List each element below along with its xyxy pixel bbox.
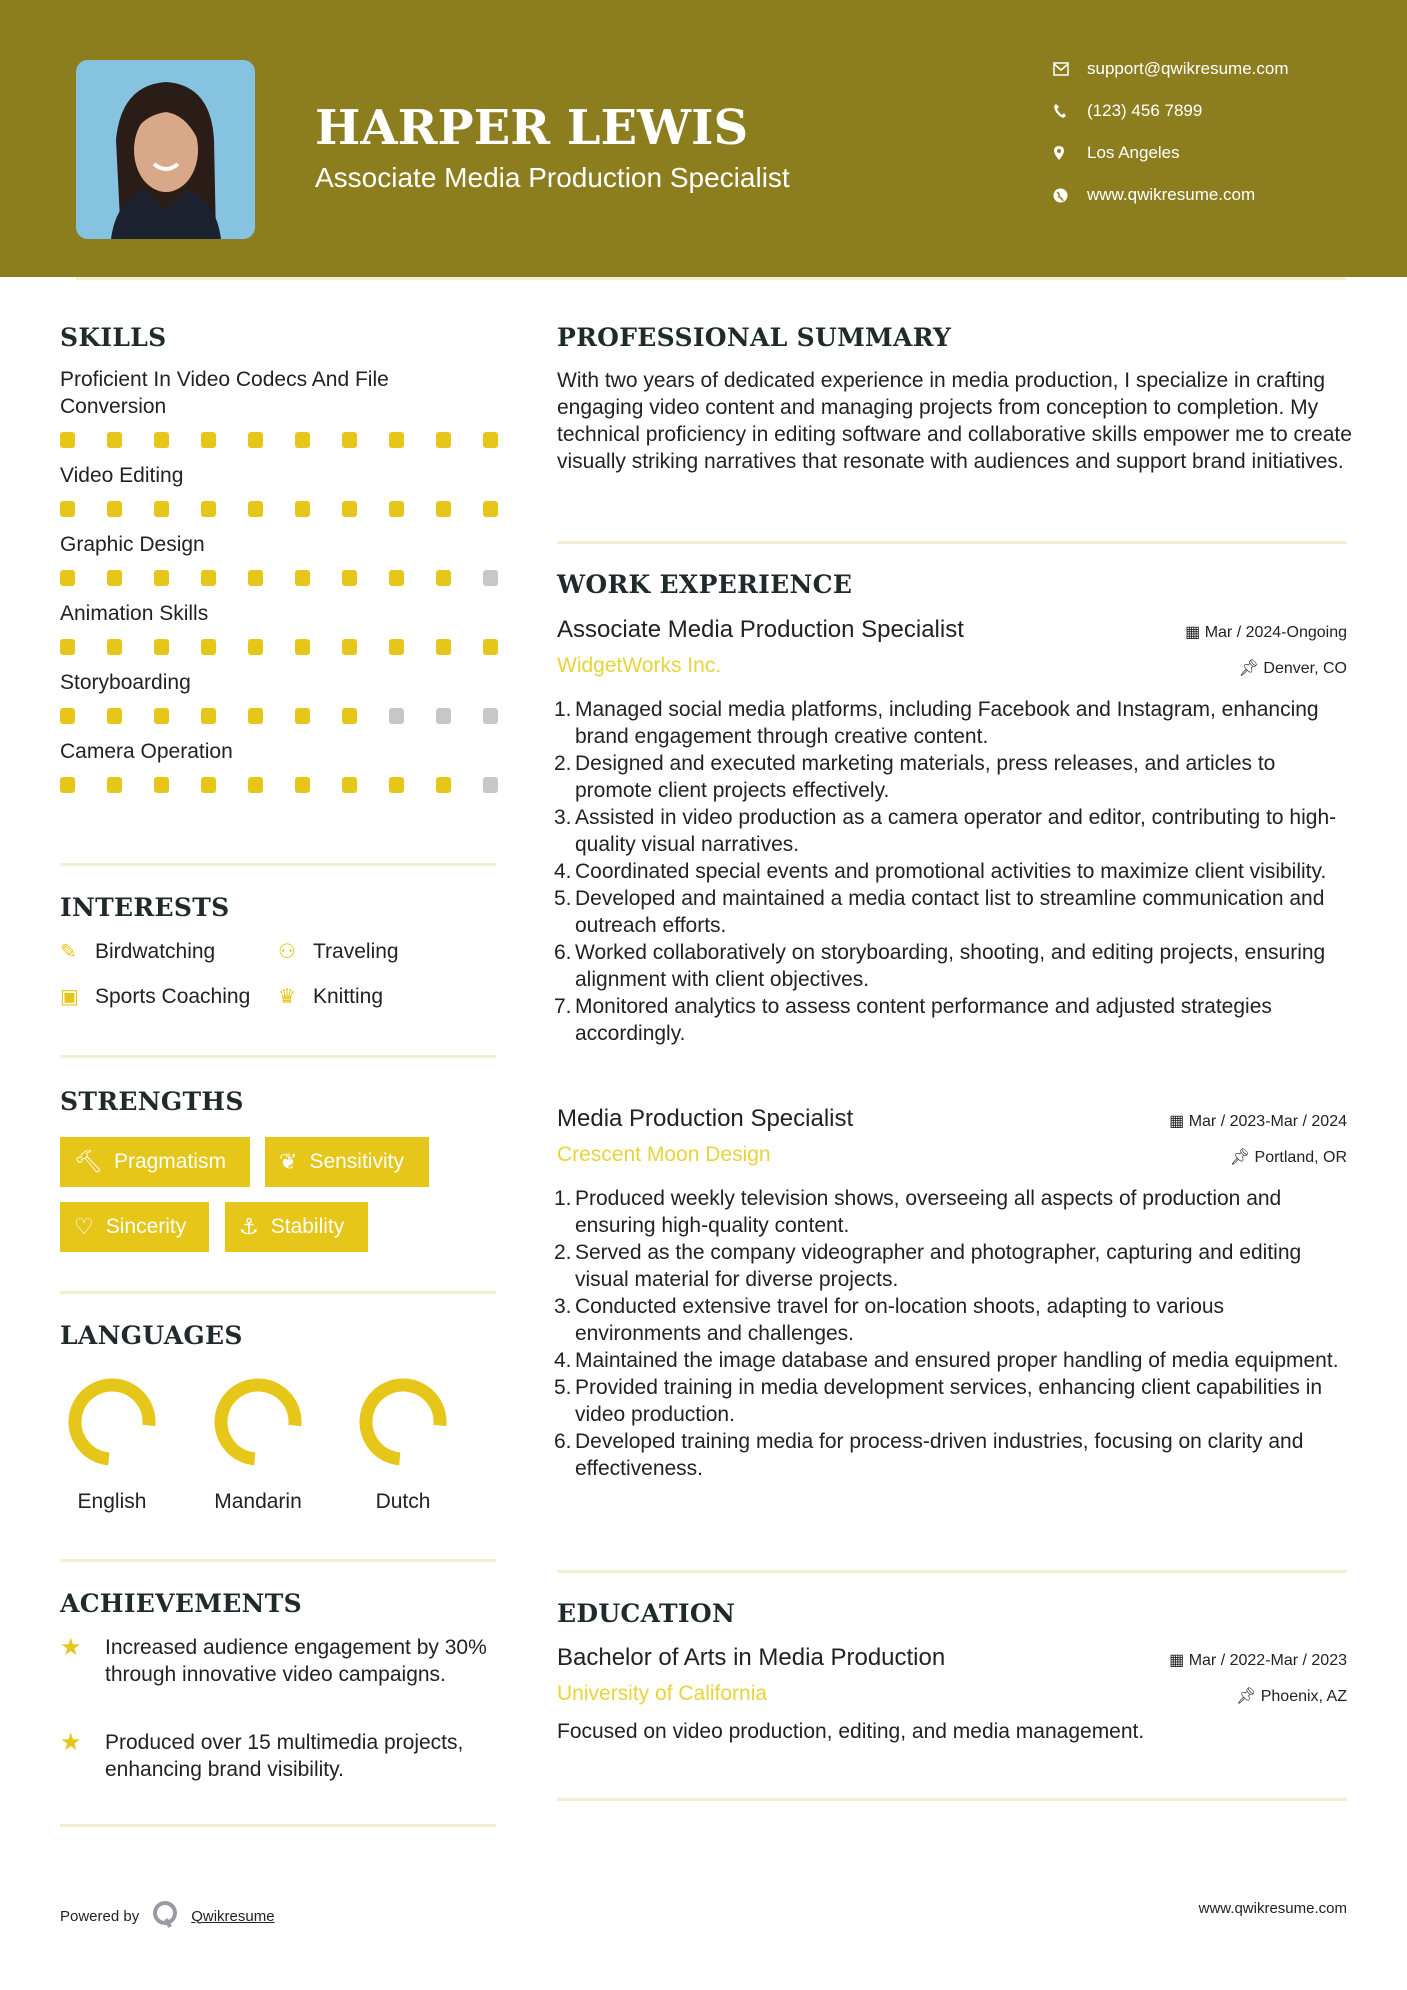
responsibility-text: Maintained the image database and ensured proper handling of media equipment. — [575, 1349, 1339, 1372]
skill-item — [60, 738, 500, 793]
job-responsibilities — [554, 1185, 1347, 1482]
section-divider — [557, 541, 1347, 544]
skill-rating-dot — [107, 639, 122, 655]
strength-badge — [60, 1137, 250, 1187]
responsibility-item: 2. Designed and executed marketing materials, press releases, and articles to promote client projects effectively. — [554, 752, 1276, 802]
responsibility-item: 3. Assisted in video production as a camera operator and editor, contributing to high-quality visual narratives. — [554, 806, 1337, 856]
phone-icon — [1053, 103, 1087, 119]
interest-label: Birdwatching — [95, 939, 216, 963]
achievements-heading: ACHIEVEMENTS — [60, 1589, 302, 1618]
skill-rating-dot — [60, 501, 75, 517]
location-text: Phoenix, AZ — [1260, 1688, 1347, 1705]
interests-heading: INTERESTS — [60, 893, 230, 922]
skill-rating-dot — [107, 777, 122, 793]
company-name: Crescent Moon Design — [557, 1143, 771, 1166]
skill-rating-dot — [483, 639, 498, 655]
strength-badge — [265, 1137, 429, 1187]
skill-rating — [60, 570, 500, 586]
skill-rating-dot — [107, 432, 122, 448]
skill-rating-dot — [107, 501, 122, 517]
responsibility-item: 7. Monitored analytics to assess content performance and adjusted strategies accordingly. — [554, 995, 1272, 1045]
skill-rating-dot — [201, 432, 216, 448]
company-name: WidgetWorks Inc. — [557, 654, 722, 677]
job-location — [1230, 1147, 1347, 1167]
skill-rating-dot — [201, 639, 216, 655]
skill-rating-dot — [154, 639, 169, 655]
skills-heading: SKILLS — [60, 323, 167, 352]
responsibility-text: Developed training media for process-driven industries, focusing on clarity and effectiveness. — [575, 1430, 1304, 1480]
interest-label: Sports Coaching — [95, 984, 251, 1008]
skill-rating-dot — [436, 570, 451, 586]
skill-rating-dot — [107, 708, 122, 724]
globe-icon — [1053, 188, 1087, 203]
skill-rating-dot — [201, 777, 216, 793]
pushpin-icon: 📌︎ — [1229, 1149, 1255, 1166]
education-description: Focused on video production, editing, and media management. — [557, 1720, 1145, 1743]
location-text: Denver, CO — [1263, 660, 1347, 677]
skill-rating-dot — [483, 708, 498, 724]
skill-rating-dot — [389, 432, 404, 448]
job-location — [1239, 658, 1347, 678]
skill-rating-dot — [436, 639, 451, 655]
skill-rating-dot — [60, 708, 75, 724]
skill-rating-dot — [107, 570, 122, 586]
skill-rating-dot — [295, 639, 310, 655]
skill-rating-dot — [201, 570, 216, 586]
heart-icon: ♡ — [74, 1214, 94, 1239]
summary-heading: PROFESSIONAL SUMMARY — [557, 323, 952, 352]
leaf-icon: ❦ — [279, 1149, 298, 1174]
skill-item — [60, 462, 500, 517]
skill-rating-dot — [248, 432, 263, 448]
skill-rating-dot — [436, 708, 451, 724]
skill-rating-dot — [295, 432, 310, 448]
language-label: Mandarin — [214, 1490, 302, 1513]
anchor-icon: ⚓︎ — [239, 1214, 259, 1239]
skill-rating — [60, 708, 500, 724]
briefcase-icon: ▣ — [60, 986, 79, 1008]
section-divider — [557, 1798, 1347, 1801]
skill-rating-dot — [154, 777, 169, 793]
language-progress-ring — [353, 1372, 453, 1472]
skill-label: Camera Operation — [60, 740, 233, 763]
language-progress-ring — [208, 1372, 308, 1472]
education-heading: EDUCATION — [557, 1599, 736, 1628]
date-text: Mar / 2023-Mar / 2024 — [1188, 1113, 1347, 1130]
achievement-item — [60, 1634, 500, 1688]
achievement-item — [60, 1729, 500, 1783]
skills-list — [60, 366, 500, 807]
language-item — [198, 1372, 318, 1514]
interest-item — [60, 984, 250, 1009]
footer-powered-by — [60, 1900, 275, 1932]
responsibility-item: 6. Worked collaboratively on storyboarding, shooting, and editing projects, ensuring alignment with client objectives. — [554, 941, 1326, 991]
interest-item — [60, 939, 215, 964]
date-text: Mar / 2022-Mar / 2023 — [1188, 1652, 1347, 1669]
responsibility-text: Managed social media platforms, including Facebook and Instagram, enhancing brand engagement through creative content. — [575, 698, 1319, 748]
school: University of California — [557, 1682, 768, 1705]
skill-rating-dot — [342, 708, 357, 724]
section-divider — [557, 1570, 1347, 1573]
star-icon: ★ — [60, 1729, 82, 1756]
skill-item — [60, 366, 500, 448]
skill-rating-dot — [483, 570, 498, 586]
skill-item — [60, 669, 500, 724]
location-text: Los Angeles — [1087, 143, 1180, 162]
envelope-icon — [1053, 62, 1087, 76]
skill-rating-dot — [60, 777, 75, 793]
interest-item — [278, 939, 399, 964]
qwikresume-link[interactable]: Qwikresume — [191, 1907, 275, 1925]
contact-email[interactable] — [1053, 57, 1289, 81]
language-item — [343, 1372, 463, 1514]
interest-label: Traveling — [313, 939, 399, 963]
skill-rating-dot — [60, 570, 75, 586]
calendar-icon: ▦ — [1185, 624, 1205, 641]
strength-label: Stability — [270, 1215, 345, 1238]
experience-heading: WORK EXPERIENCE — [557, 570, 853, 599]
summary-text: With two years of dedicated experience in media production, I specialize in crafting engaging video content and managing projects from conception to completion. My technical proficiency in editing software and collaborative skills empower me to create visually striking narratives that resonate with audiences and support brand initiatives. — [557, 369, 1352, 473]
skill-rating-dot — [295, 570, 310, 586]
skill-rating — [60, 501, 500, 517]
skill-label: Video Editing — [60, 464, 184, 487]
skill-rating-dot — [436, 501, 451, 517]
gavel-icon: 🔨︎ — [74, 1149, 102, 1174]
skill-rating-dot — [389, 708, 404, 724]
language-label: English — [77, 1490, 147, 1513]
skill-rating-dot — [248, 570, 263, 586]
skill-rating-dot — [483, 777, 498, 793]
job-date — [1169, 1111, 1347, 1131]
section-divider — [60, 1291, 496, 1294]
job-title: Media Production Specialist — [557, 1105, 854, 1132]
responsibility-text: Monitored analytics to assess content performance and adjusted strategies accordingly. — [575, 995, 1272, 1045]
section-divider — [60, 1559, 496, 1562]
responsibility-text: Developed and maintained a media contact list to streamline communication and outreach efforts. — [575, 887, 1325, 937]
skill-rating-dot — [342, 432, 357, 448]
contact-phone[interactable] — [1053, 99, 1202, 123]
languages-heading: LANGUAGES — [60, 1321, 243, 1350]
trophy-icon: ♛ — [278, 986, 296, 1008]
education-location — [1236, 1686, 1347, 1706]
strength-badge — [60, 1202, 209, 1252]
location-text: Portland, OR — [1254, 1149, 1347, 1166]
strength-label: Pragmatism — [113, 1150, 226, 1173]
language-label: Dutch — [375, 1490, 431, 1513]
calendar-icon: ▦ — [1169, 1652, 1189, 1669]
skill-rating-dot — [154, 432, 169, 448]
language-progress-ring — [62, 1372, 162, 1472]
skill-item — [60, 531, 500, 586]
skill-label: Graphic Design — [60, 533, 205, 556]
skill-label: Animation Skills — [60, 602, 209, 625]
website-text: www.qwikresume.com — [1087, 185, 1256, 204]
candidate-title: Associate Media Production Specialist — [315, 162, 790, 193]
education-date — [1169, 1650, 1347, 1670]
achievement-text: Increased audience engagement by 30% through innovative video campaigns. — [105, 1636, 487, 1686]
skill-rating-dot — [60, 432, 75, 448]
responsibility-item: 5. Provided training in media development services, enhancing client capabilities in video production. — [554, 1376, 1323, 1426]
strength-label: Sensitivity — [309, 1150, 404, 1173]
skill-rating-dot — [389, 777, 404, 793]
responsibility-text: Designed and executed marketing materials, press releases, and articles to promote client projects effectively. — [575, 752, 1276, 802]
skill-rating-dot — [342, 777, 357, 793]
map-marker-icon — [1053, 145, 1087, 161]
skill-rating-dot — [201, 501, 216, 517]
job-date — [1185, 622, 1347, 642]
skill-rating-dot — [389, 570, 404, 586]
skill-rating-dot — [342, 501, 357, 517]
calendar-icon: ▦ — [1169, 1113, 1189, 1130]
email-text: support@qwikresume.com — [1087, 59, 1289, 78]
strengths-heading: STRENGTHS — [60, 1087, 244, 1116]
responsibility-item: 3. Conducted extensive travel for on-location shoots, adapting to various environments and challenges. — [554, 1295, 1225, 1345]
footer-website[interactable]: www.qwikresume.com — [1198, 1900, 1347, 1917]
skill-rating-dot — [295, 501, 310, 517]
responsibility-text: Provided training in media development services, enhancing client capabilities in video production. — [575, 1376, 1323, 1426]
strength-label: Sincerity — [105, 1215, 187, 1238]
skill-rating — [60, 432, 500, 448]
skill-rating-dot — [389, 501, 404, 517]
skill-label: Proficient In Video Codecs And File Conversion — [60, 368, 389, 418]
pushpin-icon: 📌︎ — [1235, 1688, 1261, 1705]
section-divider — [60, 1824, 496, 1827]
skill-rating-dot — [60, 639, 75, 655]
interest-label: Knitting — [313, 984, 384, 1008]
pushpin-icon: 📌︎ — [1238, 660, 1264, 677]
skill-rating-dot — [154, 501, 169, 517]
responsibility-item: 5. Developed and maintained a media contact list to streamline communication and outreach efforts. — [554, 887, 1325, 937]
skill-rating-dot — [342, 639, 357, 655]
qwikresume-logo-icon — [151, 1900, 179, 1932]
skill-rating-dot — [436, 777, 451, 793]
phone-text: (123) 456 7899 — [1087, 101, 1203, 120]
skill-rating-dot — [248, 777, 263, 793]
responsibility-item: 4. Maintained the image database and ensured proper handling of media equipment. — [554, 1349, 1339, 1372]
skill-rating-dot — [154, 570, 169, 586]
responsibility-item: 6. Developed training media for process-driven industries, focusing on clarity and effectiveness. — [554, 1430, 1304, 1480]
achievement-text: Produced over 15 multimedia projects, enhancing brand visibility. — [105, 1731, 464, 1781]
skill-rating-dot — [342, 570, 357, 586]
skill-rating-dot — [248, 501, 263, 517]
date-text: Mar / 2024-Ongoing — [1204, 624, 1347, 641]
skill-rating-dot — [389, 639, 404, 655]
section-divider — [60, 863, 496, 866]
degree: Bachelor of Arts in Media Production — [557, 1644, 946, 1671]
skill-rating-dot — [248, 708, 263, 724]
skill-rating-dot — [483, 432, 498, 448]
responsibility-text: Worked collaboratively on storyboarding, shooting, and editing projects, ensuring alignment with client objectives. — [575, 941, 1326, 991]
header — [0, 0, 1407, 277]
responsibility-item: 4. Coordinated special events and promotional activities to maximize client visibility. — [554, 860, 1327, 883]
skill-rating-dot — [201, 708, 216, 724]
binoculars-icon: ⚇ — [278, 941, 296, 963]
responsibility-item: 1. Produced weekly television shows, overseeing all aspects of production and ensuring high-quality content. — [554, 1187, 1282, 1237]
responsibility-text: Produced weekly television shows, overseeing all aspects of production and ensuring high-quality content. — [575, 1187, 1282, 1237]
contact-location — [1053, 141, 1180, 165]
skill-item — [60, 600, 500, 655]
contact-website[interactable] — [1053, 183, 1255, 207]
responsibility-text: Coordinated special events and promotional activities to maximize client visibility. — [575, 860, 1327, 883]
skill-rating-dot — [436, 432, 451, 448]
skill-rating — [60, 777, 500, 793]
skill-rating-dot — [483, 501, 498, 517]
responsibility-item: 2. Served as the company videographer and photographer, capturing and editing visual material for diverse projects. — [554, 1241, 1302, 1291]
powered-by-text: Powered by — [60, 1907, 140, 1925]
responsibility-text: Conducted extensive travel for on-location shoots, adapting to various environments and challenges. — [575, 1295, 1225, 1345]
star-icon: ★ — [60, 1634, 82, 1661]
header-divider — [76, 277, 1346, 280]
skill-label: Storyboarding — [60, 671, 191, 694]
skill-rating-dot — [248, 639, 263, 655]
strength-badge — [225, 1202, 368, 1252]
responsibility-item: 1. Managed social media platforms, including Facebook and Instagram, enhancing brand engagement through creative content. — [554, 698, 1319, 748]
job-responsibilities — [554, 696, 1347, 1047]
responsibility-text: Assisted in video production as a camera operator and editor, contributing to high-quality visual narratives. — [575, 806, 1337, 856]
job-title: Associate Media Production Specialist — [557, 616, 964, 643]
skill-rating-dot — [295, 708, 310, 724]
education-entry — [557, 1644, 1347, 1764]
language-item — [52, 1372, 172, 1514]
section-divider — [60, 1055, 496, 1058]
profile-photo — [76, 60, 255, 239]
pencil-square-icon: ✎ — [60, 941, 77, 963]
candidate-name: HARPER LEWIS — [315, 100, 749, 156]
skill-rating-dot — [295, 777, 310, 793]
interest-item — [278, 984, 383, 1009]
skill-rating-dot — [154, 708, 169, 724]
responsibility-text: Served as the company videographer and photographer, capturing and editing visual material for diverse projects. — [575, 1241, 1302, 1291]
skill-rating — [60, 639, 500, 655]
